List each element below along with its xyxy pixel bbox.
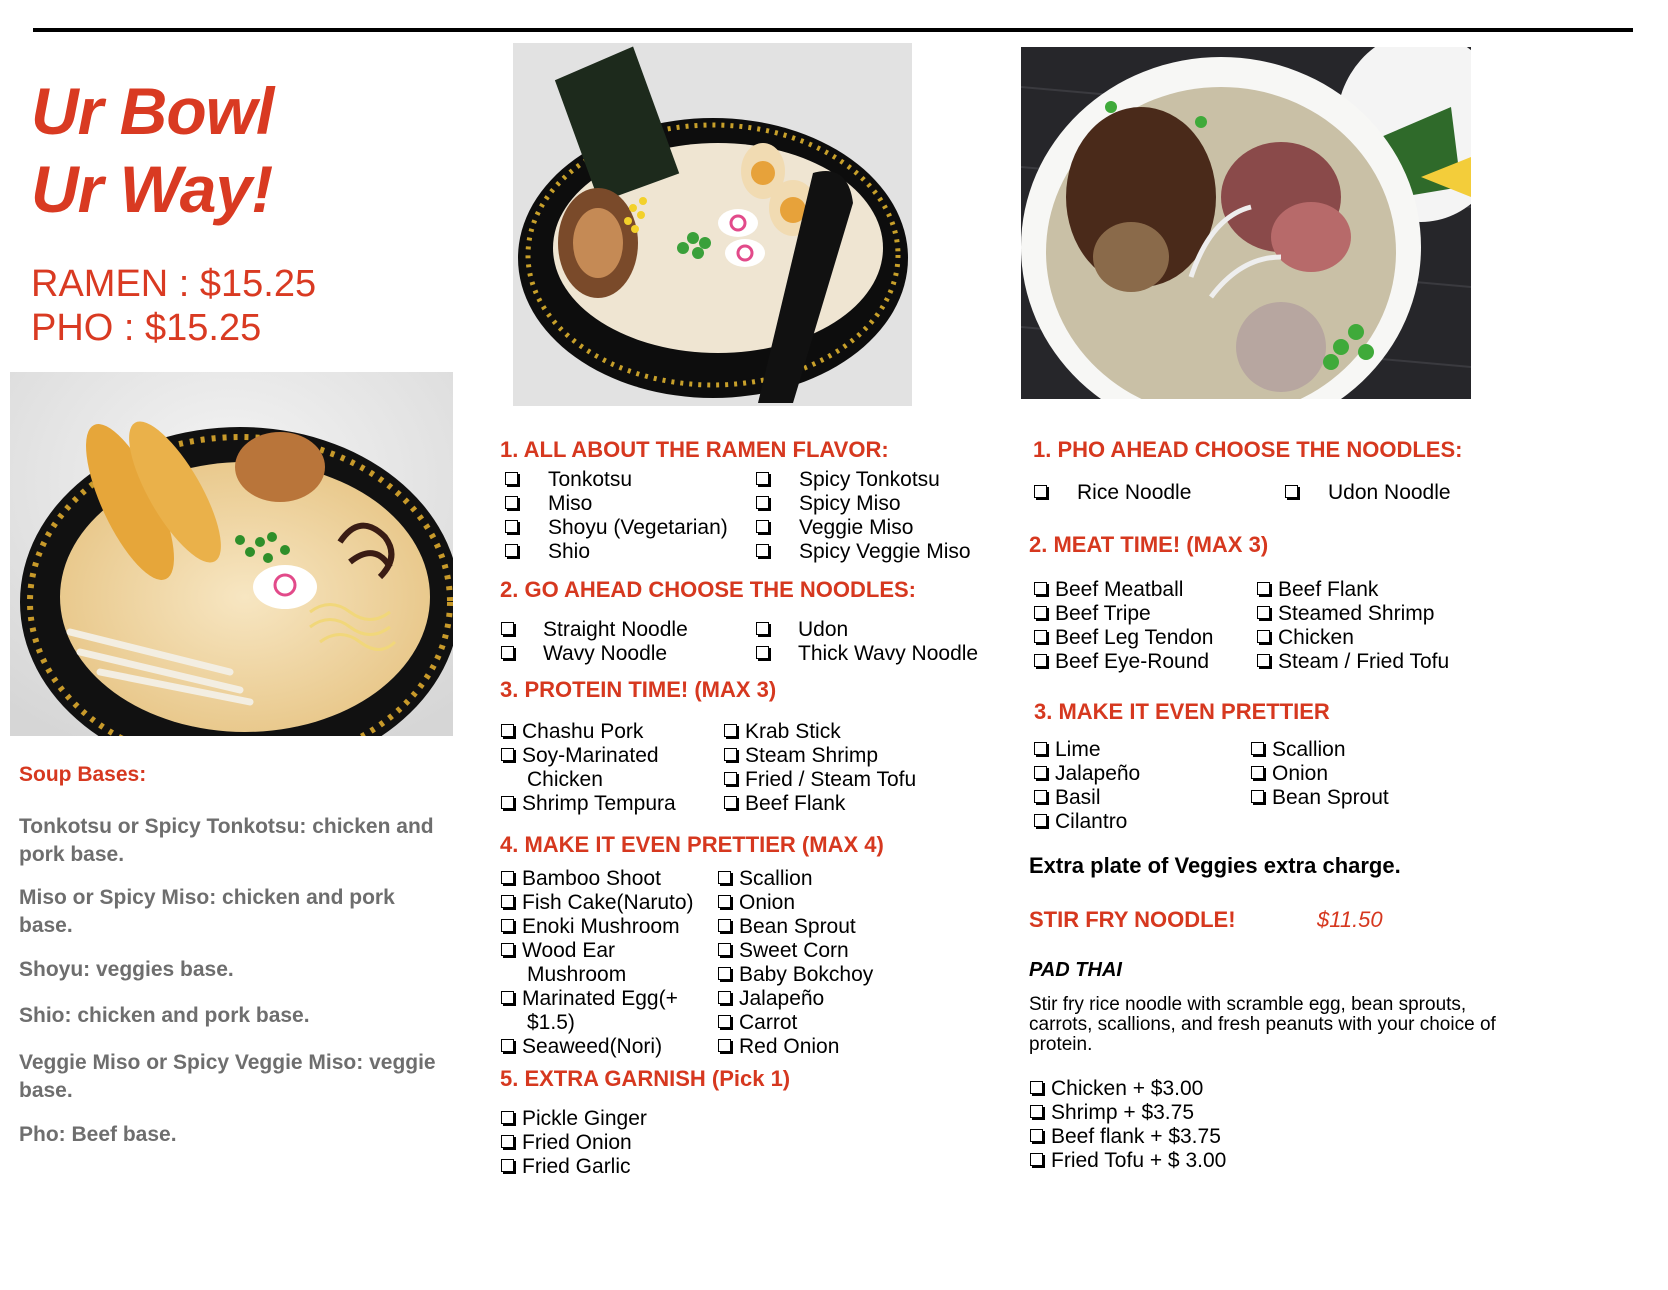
topping-onion: Onion [739,891,796,914]
pho-noodles-heading: 1. PHO AHEAD CHOOSE THE NOODLES: [1033,437,1463,462]
checkbox[interactable] [501,919,514,932]
title-line-1: Ur Bowl [31,74,274,148]
checkbox[interactable] [756,520,769,533]
checkbox[interactable] [1034,582,1047,595]
ramen-flavor-right [756,467,971,565]
noodle-wavy: Wavy Noodle [543,642,668,665]
checkbox[interactable] [724,796,737,809]
checkbox[interactable] [505,544,518,557]
topping-fish-cake: Fish Cake(Naruto) [522,891,694,914]
checkbox[interactable] [501,646,514,659]
garnish-pickle-ginger: Pickle Ginger [522,1107,647,1130]
protein-chashu: Chashu Pork [522,720,644,743]
ramen-garnish-list [501,1106,647,1180]
ramen-protein-heading: 3. PROTEIN TIME! (MAX 3) [500,677,777,702]
soup-entry-4: Shio: chicken and pork base. [19,1004,310,1027]
ramen-protein-left [501,719,676,817]
ramen-noodles-left [501,617,688,667]
checkbox[interactable] [724,772,737,785]
protein-steam-shrimp: Steam Shrimp [745,744,879,767]
checkbox[interactable] [724,724,737,737]
flavor-tonkotsu: Tonkotsu [548,468,633,491]
checkbox[interactable] [501,991,514,1004]
topping-sweet-corn: Sweet Corn [739,939,849,962]
checkbox[interactable] [724,748,737,761]
stir-fry-options [1030,1076,1226,1174]
tempura-ramen-photo [10,372,453,736]
pho-noodles-left [1034,480,1191,506]
meat-beef-flank: Beef Flank [1278,578,1379,601]
pho-topping-basil: Basil [1055,786,1101,809]
checkbox[interactable] [756,646,769,659]
checkbox[interactable] [718,1039,731,1052]
checkbox[interactable] [501,796,514,809]
checkbox[interactable] [718,991,731,1004]
pho-noodle-rice: Rice Noodle [1077,481,1192,504]
pho-meat-heading: 2. MEAT TIME! (MAX 3) [1029,532,1269,557]
pho-price: PHO : $15.25 [31,307,262,349]
pho-topping-lime: Lime [1055,738,1101,761]
checkbox[interactable] [501,622,514,635]
meat-tofu: Steam / Fried Tofu [1278,650,1450,673]
topping-marinated-egg-price: $1.5) [527,1011,575,1034]
flavor-spicy-tonkotsu: Spicy Tonkotsu [799,468,940,491]
meat-beef-tripe: Beef Tripe [1055,602,1151,625]
checkbox[interactable] [756,472,769,485]
ramen-price: RAMEN : $15.25 [31,263,317,305]
checkbox[interactable] [501,748,514,761]
topping-enoki: Enoki Mushroom [522,915,680,938]
pad-thai-description: Stir fry rice noodle with scramble egg, bean sprouts, carrots, scallions, and fresh peanuts with your choice of protein. [1029,994,1496,1055]
soup-entry-6: Pho: Beef base. [19,1123,177,1146]
pho-topping-cilantro: Cilantro [1055,810,1128,833]
topping-bamboo: Bamboo Shoot [522,867,661,890]
checkbox[interactable] [1034,814,1047,827]
pho-prettier-left [1034,737,1140,835]
checkbox[interactable] [1030,1105,1043,1118]
checkbox[interactable] [505,520,518,533]
checkbox[interactable] [1251,766,1264,779]
checkbox[interactable] [1030,1081,1043,1094]
checkbox[interactable] [501,1135,514,1148]
ramen-noodles-heading: 2. GO AHEAD CHOOSE THE NOODLES: [500,577,917,602]
noodle-udon: Udon [798,618,849,641]
checkbox[interactable] [1030,1153,1043,1166]
checkbox[interactable] [718,943,731,956]
checkbox[interactable] [1251,790,1264,803]
checkbox[interactable] [1251,742,1264,755]
pho-noodles-right [1285,480,1451,506]
checkbox[interactable] [501,895,514,908]
checkbox[interactable] [1285,485,1298,498]
checkbox[interactable] [718,871,731,884]
topping-wood-ear-cont: Mushroom [527,963,627,986]
ramen-flavor-heading: 1. ALL ABOUT THE RAMEN FLAVOR: [500,437,889,462]
flavor-spicy-veggie-miso: Spicy Veggie Miso [799,540,971,563]
checkbox[interactable] [1034,630,1047,643]
garnish-fried-onion: Fried Onion [522,1131,632,1154]
garnish-fried-garlic: Fried Garlic [522,1155,631,1178]
pho-prettier-heading: 3. MAKE IT EVEN PRETTIER [1034,699,1330,724]
soup-entry-3: Shoyu: veggies base. [19,958,234,981]
menu-title [31,72,273,228]
checkbox[interactable] [1257,654,1270,667]
checkbox[interactable] [501,1111,514,1124]
checkbox[interactable] [501,724,514,737]
meat-steamed-shrimp: Steamed Shrimp [1278,602,1435,625]
pho-topping-bean-sprout: Bean Sprout [1272,786,1389,809]
protein-soy-marinated: Soy-Marinated [522,744,659,767]
noodle-thick-wavy: Thick Wavy Noodle [798,642,979,665]
soup-entry-5: Veggie Miso or Spicy Veggie Miso: veggie base. [19,1051,436,1102]
extra-veggies-note: Extra plate of Veggies extra charge. [1029,853,1401,878]
protein-chicken: Chicken [527,768,603,791]
checkbox[interactable] [718,967,731,980]
flavor-shoyu: Shoyu (Vegetarian) [548,516,728,539]
option-fried-tofu: Fried Tofu + $ 3.00 [1051,1149,1227,1172]
checkbox[interactable] [718,895,731,908]
topping-wood-ear: Wood Ear [522,939,615,962]
soup-entry-1: Tonkotsu or Spicy Tonkotsu: chicken and pork base. [19,815,434,866]
pho-topping-jalapeno: Jalapeño [1055,762,1141,785]
ramen-prettier-heading: 4. MAKE IT EVEN PRETTIER (MAX 4) [500,832,884,857]
pho-prettier-right [1251,737,1389,811]
flavor-veggie-miso: Veggie Miso [799,516,914,539]
checkbox[interactable] [501,1159,514,1172]
meat-beef-eye-round: Beef Eye-Round [1055,650,1210,673]
ramen-garnish-heading: 5. EXTRA GARNISH (Pick 1) [500,1066,791,1091]
topping-marinated-egg: Marinated Egg(+ [522,987,678,1010]
ramen-flavor-left [505,467,728,565]
checkbox[interactable] [505,472,518,485]
checkbox[interactable] [756,496,769,509]
topping-scallion: Scallion [739,867,813,890]
checkbox[interactable] [756,622,769,635]
option-beef-flank: Beef flank + $3.75 [1051,1125,1221,1148]
title-line-2: Ur Way! [31,152,273,226]
topping-red-onion: Red Onion [739,1035,840,1058]
ramen-prettier-left [501,866,694,1060]
tonkotsu-ramen-photo [513,43,912,406]
protein-shrimp-tempura: Shrimp Tempura [522,792,676,815]
checkbox[interactable] [1034,790,1047,803]
topping-bokchoy: Baby Bokchoy [739,963,874,986]
protein-beef-flank: Beef Flank [745,792,846,815]
checkbox[interactable] [501,871,514,884]
checkbox[interactable] [1034,485,1047,498]
topping-carrot: Carrot [739,1011,798,1034]
checkbox[interactable] [501,943,514,956]
ramen-noodles-right [756,617,978,667]
ramen-prettier-right [718,866,873,1060]
checkbox[interactable] [1030,1129,1043,1142]
checkbox[interactable] [1257,630,1270,643]
stir-fry-heading: STIR FRY NOODLE! [1029,907,1236,932]
soup-entry-2: Miso or Spicy Miso: chicken and pork base. [19,886,395,937]
checkbox[interactable] [501,1039,514,1052]
checkbox[interactable] [1034,766,1047,779]
checkbox[interactable] [1034,742,1047,755]
topping-bean-sprout: Bean Sprout [739,915,856,938]
flavor-miso: Miso [548,492,593,515]
checkbox[interactable] [718,919,731,932]
ramen-protein-right [724,719,916,817]
checkbox[interactable] [1257,582,1270,595]
checkbox[interactable] [1034,654,1047,667]
protein-krab-stick: Krab Stick [745,720,841,743]
pho-topping-onion: Onion [1272,762,1329,785]
pho-topping-scallion: Scallion [1272,738,1346,761]
meat-chicken: Chicken [1278,626,1354,649]
checkbox[interactable] [1257,606,1270,619]
pho-meat-right [1257,577,1449,675]
option-shrimp: Shrimp + $3.75 [1051,1101,1195,1124]
checkbox[interactable] [756,544,769,557]
meat-beef-meatball: Beef Meatball [1055,578,1184,601]
meat-beef-leg-tendon: Beef Leg Tendon [1055,626,1214,649]
pad-thai-title: PAD THAI [1029,959,1122,981]
pho-photo [1021,47,1471,399]
option-chicken: Chicken + $3.00 [1051,1077,1204,1100]
flavor-spicy-miso: Spicy Miso [799,492,901,515]
flavor-shio: Shio [548,540,591,563]
stir-fry-price: $11.50 [1317,907,1383,932]
topping-seaweed: Seaweed(Nori) [522,1035,663,1058]
soup-bases-heading: Soup Bases: [19,763,147,786]
noodle-straight: Straight Noodle [543,618,688,641]
topping-jalapeno: Jalapeño [739,987,825,1010]
checkbox[interactable] [718,1015,731,1028]
protein-tofu: Fried / Steam Tofu [745,768,917,791]
checkbox[interactable] [505,496,518,509]
checkbox[interactable] [1034,606,1047,619]
top-rule [33,28,1633,32]
pho-meat-left [1034,577,1213,675]
pho-noodle-udon: Udon Noodle [1328,481,1451,504]
